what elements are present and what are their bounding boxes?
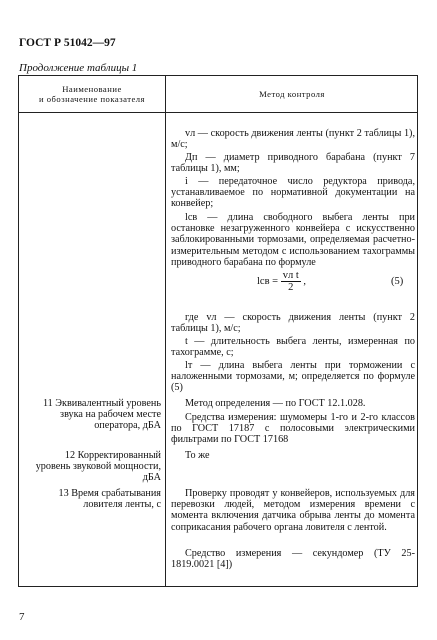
text-block: Средство измерения — секундомер (ТУ 25-1819.0021 [4]) (171, 548, 415, 571)
formula: lсв = $\frac{\text{vл t}}{2}$ , (257, 270, 307, 293)
text-block: lсв — длина свободного выбега ленты при остановке незагруженного конвейера с искусственно заблокированными тормозами, определяемая расчетно-измерительным методом с использованием тахограммы приводного барабана по формуле (171, 212, 415, 268)
column-header-name: Наименование и обозначение показателя (38, 83, 146, 104)
table-row-label: 13 Время срабатывания ловителя ленты, с (58, 488, 161, 511)
header-divider (19, 112, 417, 113)
text-block: Средства измерения: шумомеры 1-го и 2-го классов по ГОСТ 17187 с полосовыми электрическими фильтрами по ГОСТ 17168 (171, 412, 415, 446)
document-header: ГОСТ Р 51042—97 (19, 37, 116, 49)
page-number: 7 (19, 611, 25, 623)
table (18, 75, 418, 587)
column-divider (165, 76, 166, 586)
text-block: где vл — скорость движения ленты (пункт 2 таблицы 1), м/с; (171, 312, 415, 335)
column-header-method: Метод контроля (259, 88, 325, 99)
formula-number: (5) (391, 276, 404, 287)
table-row-label: 11 Эквивалентный уровень звука на рабочем месте оператора, дБА (42, 398, 161, 432)
text-block: Проверку проводят у конвейеров, используемых для перевозки людей, методом измерения времени с момента включения датчика обрыва ленты до момента соприкасания рабочего органа ловителя с лентой. (171, 488, 415, 533)
text-block: Метод определения — по ГОСТ 12.1.028. (185, 398, 366, 409)
text-block: vл — скорость движения ленты (пункт 2 таблицы 1), м/с; (171, 128, 415, 151)
table-continuation-caption: Продолжение таблицы 1 (19, 62, 138, 74)
text-block: lт — длина выбега ленты при торможении с наложенными тормозами, м; определяется по формуле (5) (171, 360, 415, 394)
text-block: i — передаточное число редуктора привода, устанавливаемое по нормативной документации на конвейер; (171, 176, 415, 210)
text-block: Дп — диаметр приводного барабана (пункт 7 таблицы 1), мм; (171, 152, 415, 175)
table-row-label: 12 Корректированный уровень звуковой мощности, дБА (35, 450, 161, 484)
text-block: t — длительность выбега ленты, измеренная по тахограмме, с; (171, 336, 415, 359)
text-block: То же (185, 450, 210, 461)
